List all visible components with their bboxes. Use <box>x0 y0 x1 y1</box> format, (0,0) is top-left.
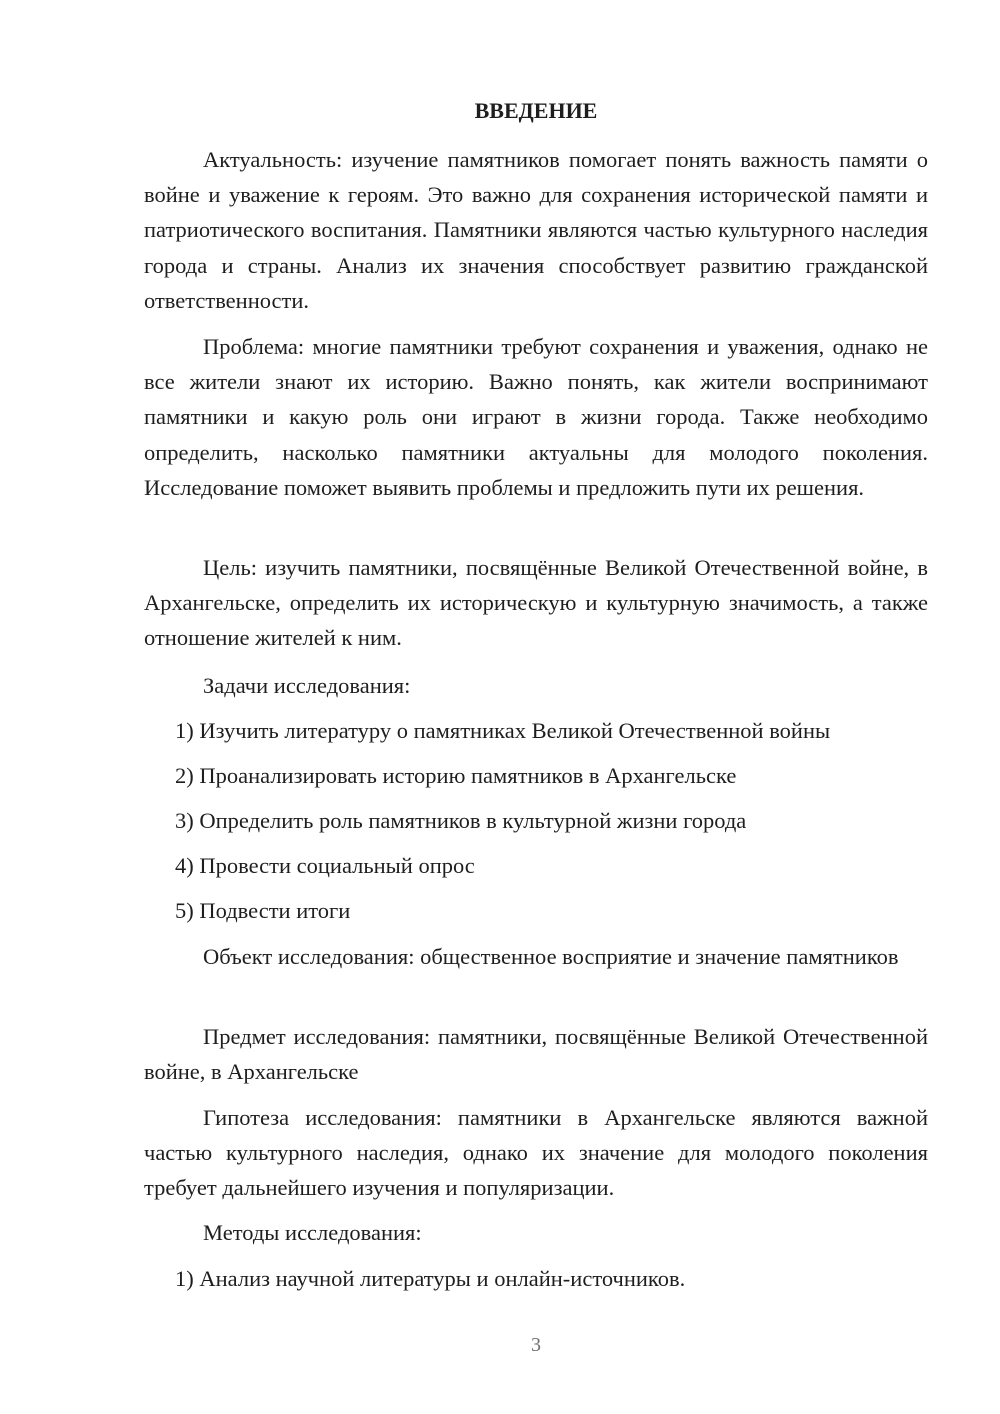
hypothesis-paragraph: Гипотеза исследования: памятники в Архангельске являются важной частью культурного наследия, однако их значение для молодого поколения требует дальнейшего изучения и популяризации. <box>144 1105 928 1201</box>
object-paragraph: Объект исследования: общественное восприятие и значение памятников <box>203 944 899 969</box>
page-number: 3 <box>531 1334 541 1356</box>
subject-paragraph: Предмет исследования: памятники, посвящённые Великой Отечественной войне, в Архангельске <box>144 1024 928 1085</box>
goal-paragraph: Цель: изучить памятники, посвящённые Великой Отечественной войне, в Архангельске, определить их историческую и культурную значимость, а также отношение жителей к ним. <box>144 555 928 651</box>
task-item-3: 3) Определить роль памятников в культурной жизни города <box>175 808 747 833</box>
problem-paragraph: Проблема: многие памятники требуют сохранения и уважения, однако не все жители знают их историю. Важно понять, как жители воспринимают памятники и какую роль они играют в жизни города. Также необходимо определить, насколько памятники актуальны для молодого поколения. Исследование поможет выявить проблемы и предложить пути их решения. <box>144 334 928 500</box>
task-item-4: 4) Провести социальный опрос <box>175 853 475 878</box>
relevance-paragraph: Актуальность: изучение памятников помогает понять важность памяти о войне и уважение к героям. Это важно для сохранения исторической памяти и патриотического воспитания. Памятники являются частью культурного наследия города и страны. Анализ их значения способствует развитию гражданской ответственности. <box>144 147 928 313</box>
method-item-1: 1) Анализ научной литературы и онлайн-источников. <box>175 1266 686 1291</box>
methods-title: Методы исследования: <box>203 1220 422 1245</box>
task-item-1: 1) Изучить литературу о памятниках Великой Отечественной войны <box>175 718 831 743</box>
document-page <box>144 0 928 1414</box>
tasks-title: Задачи исследования: <box>203 673 411 698</box>
task-item-5: 5) Подвести итоги <box>175 898 351 923</box>
task-item-2: 2) Проанализировать историю памятников в Архангельске <box>175 763 737 788</box>
page-title: ВВЕДЕНИЕ <box>474 98 598 123</box>
